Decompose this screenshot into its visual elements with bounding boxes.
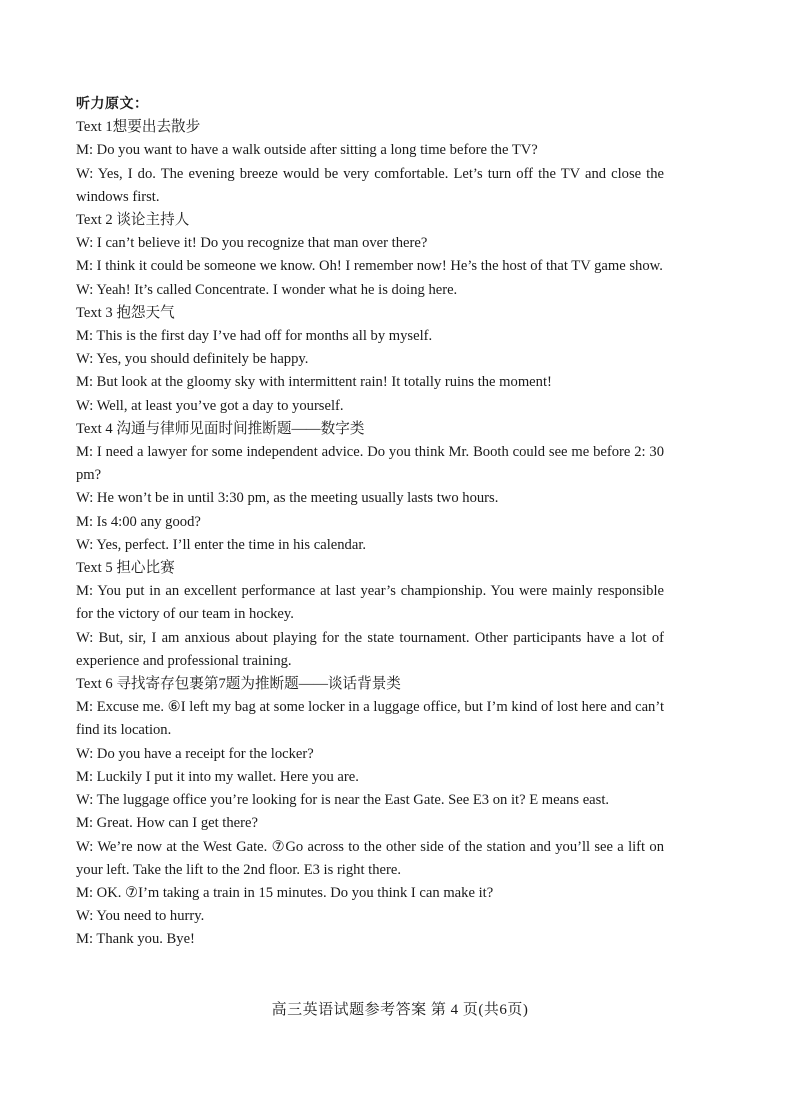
text2-line3: W: Yeah! It’s called Concentrate. I wonder what he is doing here. bbox=[76, 281, 458, 298]
text6-line6: W: We’re now at the West Gate. ⑦Go across to the other side of the station and you’ll see a lift on your left. Take the lift to the 2nd floor. E3 is right there. bbox=[76, 838, 664, 878]
text6-line1: M: Excuse me. ⑥I left my bag at some locker in a luggage office, but I’m kind of lost here and can’t find its location. bbox=[76, 699, 664, 739]
text5-line2: W: But, sir, I am anxious about playing for the state tournament. Other participants have a lot of experience and professional training. bbox=[76, 629, 664, 669]
text3-line4: W: Well, at least you’ve got a day to yourself. bbox=[76, 397, 344, 414]
text6-line2: W: Do you have a receipt for the locker? bbox=[76, 745, 314, 762]
text6-line4: W: The luggage office you’re looking for is near the East Gate. See E3 on it? E means east. bbox=[76, 792, 610, 809]
text6-line8: W: You need to hurry. bbox=[76, 908, 205, 925]
page-footer: 高三英语试题参考答案 第 4 页(共6页) bbox=[271, 1002, 529, 1018]
text2-title: Text 2 谈论主持人 bbox=[76, 212, 190, 229]
text5-line1: M: You put in an excellent performance at last year’s championship. You were mainly responsible for the victory of our team in hockey. bbox=[76, 583, 664, 623]
text4-line4: W: Yes, perfect. I’ll enter the time in his calendar. bbox=[76, 536, 367, 553]
text3-line2: W: Yes, you should definitely be happy. bbox=[76, 351, 309, 368]
text3-title: Text 3 抱怨天气 bbox=[76, 304, 175, 321]
text1-title: Text 1想要出去散步 bbox=[76, 119, 201, 136]
text1-line2: W: Yes, I do. The evening breeze would be very comfortable. Let’s turn off the TV and close the windows first. bbox=[76, 165, 664, 205]
text6-line5: M: Great. How can I get there? bbox=[76, 815, 258, 832]
text4-title: Text 4 沟通与律师见面时间推断题——数字类 bbox=[76, 420, 365, 437]
text3-line3: M: But look at the gloomy sky with intermittent rain! It totally ruins the moment! bbox=[76, 374, 552, 391]
text6-line7: M: OK. ⑦I’m taking a train in 15 minutes. Do you think I can make it? bbox=[76, 884, 494, 901]
text5-title: Text 5 担心比赛 bbox=[76, 560, 175, 577]
text4-line2: W: He won’t be in until 3:30 pm, as the meeting usually lasts two hours. bbox=[76, 490, 499, 507]
text2-line1: W: I can’t believe it! Do you recognize that man over there? bbox=[76, 235, 428, 252]
text6-line9: M: Thank you. Bye! bbox=[76, 931, 195, 948]
transcript-body bbox=[76, 93, 664, 952]
text1-line1: M: Do you want to have a walk outside after sitting a long time before the TV? bbox=[76, 142, 538, 159]
text4-line3: M: Is 4:00 any good? bbox=[76, 513, 201, 530]
text2-line2: M: I think it could be someone we know. Oh! I remember now! He’s the host of that TV game show. bbox=[76, 258, 663, 275]
text6-line3: M: Luckily I put it into my wallet. Here you are. bbox=[76, 768, 359, 785]
text3-line1: M: This is the first day I’ve had off for months all by myself. bbox=[76, 328, 433, 345]
text6-title: Text 6 寻找寄存包裹第7题为推断题——谈话背景类 bbox=[76, 676, 401, 693]
text4-line1: M: I need a lawyer for some independent advice. Do you think Mr. Booth could see me before 2: 30 pm? bbox=[76, 444, 664, 484]
transcript-heading: 听力原文： bbox=[76, 96, 149, 112]
